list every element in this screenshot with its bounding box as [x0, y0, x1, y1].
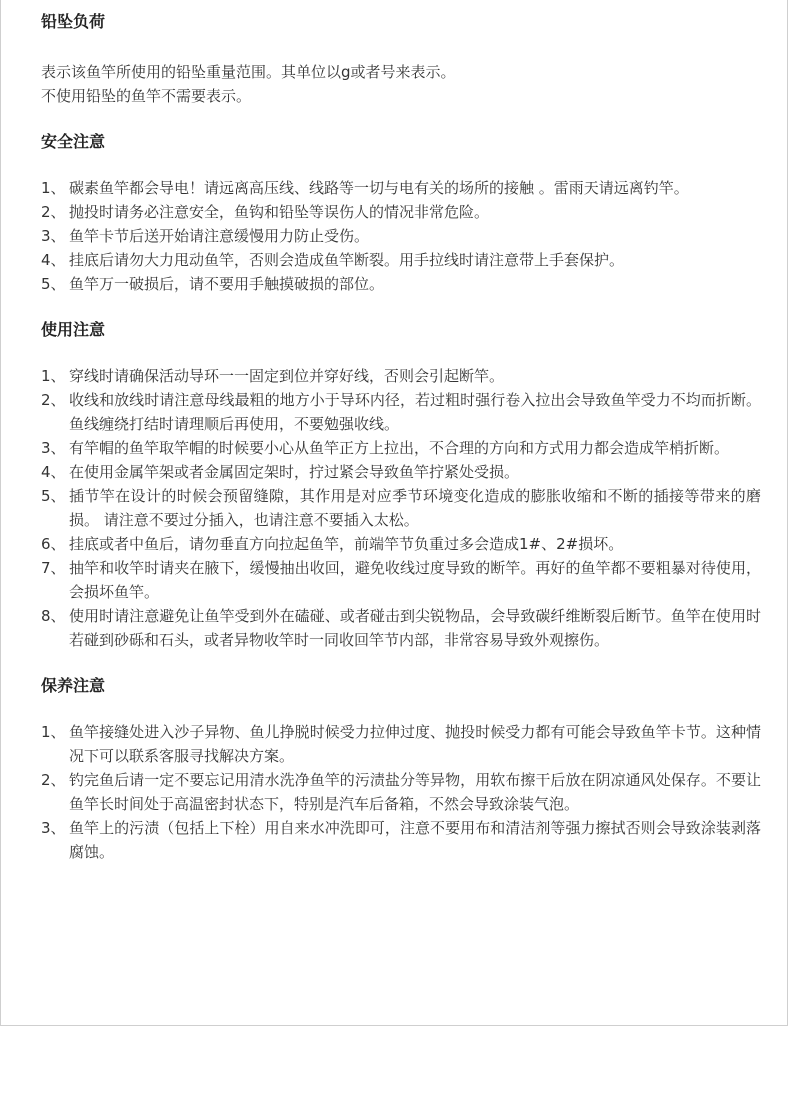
item-text: 鱼竿万一破损后，请不要用手触摸破损的部位。 [69, 275, 385, 293]
safety-list [41, 176, 761, 296]
safety-item [41, 200, 761, 224]
item-text: 有竿帽的鱼竿取竿帽的时候要小心从鱼竿正方上拉出，不合理的方向和方式用力都会造成竿梢折断。 [69, 439, 730, 457]
item-text: 收线和放线时请注意母线最粗的地方小于导环内径，若过粗时强行卷入拉出会导致鱼竿受力不均而折断。鱼线缠绕打结时请理顺后再使用，不要勉强收线。 [69, 391, 761, 433]
item-number: 8、 [41, 607, 66, 625]
item-text: 抽竿和收竿时请夹在腋下，缓慢抽出收回，避免收线过度导致的断竿。再好的鱼竿都不要粗暴对待使用，会损坏鱼竿。 [69, 559, 761, 601]
usage-item [41, 484, 761, 532]
item-text: 鱼竿上的污渍（包括上下栓）用自来水冲洗即可，注意不要用布和清洁剂等强力擦拭否则会导致涂装剥落腐蚀。 [69, 819, 761, 861]
item-number: 3、 [41, 819, 66, 837]
item-text: 钓完鱼后请一定不要忘记用清水洗净鱼竿的污渍盐分等异物，用软布擦干后放在阴凉通风处保存。不要让鱼竿长时间处于高温密封状态下，特别是汽车后备箱，不然会导致涂装气泡。 [69, 771, 761, 813]
safety-item [41, 176, 761, 200]
item-text: 鱼竿卡节后送开始请注意缓慢用力防止受伤。 [69, 227, 370, 245]
item-text: 挂底或者中鱼后，请勿垂直方向拉起鱼竿，前端竿节负重过多会造成1#、2#损坏。 [69, 535, 624, 553]
item-number: 5、 [41, 487, 66, 505]
usage-item [41, 460, 761, 484]
sinker-line: 表示该鱼竿所使用的铅坠重量范围。其单位以g或者号来表示。 [41, 63, 456, 81]
item-number: 3、 [41, 227, 66, 245]
maintenance-item [41, 768, 761, 816]
item-number: 1、 [41, 367, 66, 385]
item-number: 3、 [41, 439, 66, 457]
item-number: 2、 [41, 391, 66, 409]
sinker-description [41, 60, 761, 108]
usage-item [41, 532, 761, 556]
safety-item [41, 272, 761, 296]
usage-item [41, 388, 761, 436]
item-text: 使用时请注意避免让鱼竿受到外在磕碰、或者碰击到尖锐物品，会导致碳纤维断裂后断节。鱼竿在使用时若碰到砂砾和石头，或者异物收竿时一同收回竿节内部，非常容易导致外观擦伤。 [69, 607, 761, 649]
item-text: 插节竿在设计的时候会预留缝隙，其作用是对应季节环境变化造成的膨胀收缩和不断的插接等带来的磨损。 请注意不要过分插入，也请注意不要插入太松。 [69, 487, 761, 529]
document-content [41, 10, 761, 864]
item-number: 6、 [41, 535, 66, 553]
usage-list [41, 364, 761, 652]
section-title-usage: 使用注意 [41, 320, 106, 339]
item-text: 穿线时请确保活动导环一一固定到位并穿好线，否则会引起断竿。 [69, 367, 505, 385]
item-number: 1、 [41, 179, 66, 197]
usage-item [41, 604, 761, 652]
section-title-safety: 安全注意 [41, 132, 106, 151]
sinker-line: 不使用铅坠的鱼竿不需要表示。 [41, 87, 252, 105]
usage-item [41, 436, 761, 460]
item-text: 碳素鱼竿都会导电！请远离高压线、线路等一切与电有关的场所的接触 。雷雨天请远离钓竿。 [69, 179, 689, 197]
item-number: 2、 [41, 203, 66, 221]
item-number: 4、 [41, 463, 66, 481]
item-text: 在使用金属竿架或者金属固定架时，拧过紧会导致鱼竿拧紧处受损。 [69, 463, 520, 481]
item-number: 4、 [41, 251, 66, 269]
maintenance-list [41, 720, 761, 864]
usage-item [41, 364, 761, 388]
usage-item [41, 556, 761, 604]
maintenance-item [41, 816, 761, 864]
item-number: 2、 [41, 771, 66, 789]
item-number: 1、 [41, 723, 66, 741]
section-title-sinker: 铅坠负荷 [41, 12, 106, 31]
item-text: 抛投时请务必注意安全，鱼钩和铅坠等误伤人的情况非常危险。 [69, 203, 490, 221]
safety-item [41, 224, 761, 248]
item-number: 5、 [41, 275, 66, 293]
safety-item [41, 248, 761, 272]
section-title-maintenance: 保养注意 [41, 676, 106, 695]
item-text: 挂底后请勿大力甩动鱼竿，否则会造成鱼竿断裂。用手拉线时请注意带上手套保护。 [69, 251, 625, 269]
item-text: 鱼竿接缝处进入沙子异物、鱼儿挣脱时候受力拉伸过度、抛投时候受力都有可能会导致鱼竿卡节。这种情况下可以联系客服寻找解决方案。 [69, 723, 761, 765]
item-number: 7、 [41, 559, 66, 577]
maintenance-item [41, 720, 761, 768]
